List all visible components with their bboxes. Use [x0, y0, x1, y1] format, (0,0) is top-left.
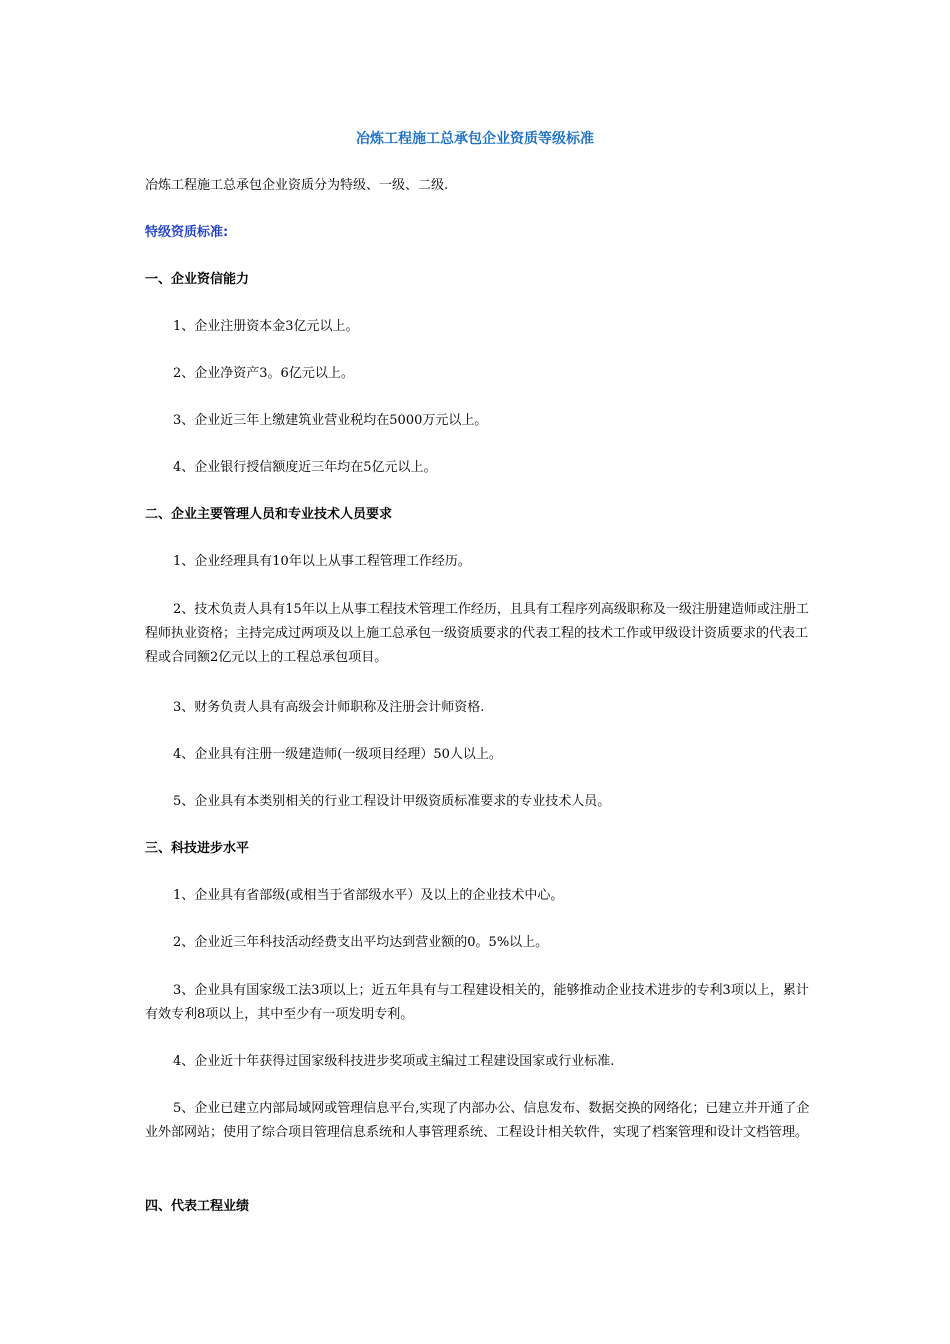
list-item: 3、企业近三年上缴建筑业营业税均在5000万元以上。: [173, 413, 488, 428]
section-heading-3: 三、科技进步水平: [145, 841, 250, 856]
list-item: 3、财务负责人具有高级会计师职称及注册会计师资格.: [173, 700, 485, 715]
intro-paragraph: 冶炼工程施工总承包企业资质分为特级、一级、二级.: [145, 178, 449, 193]
list-item: 4、企业银行授信额度近三年均在5亿元以上。: [173, 460, 437, 475]
list-item: 3、企业具有国家级工法3项以上；近五年具有与工程建设相关的，能够推动企业技术进步的专利3项以上，累计有效专利8项以上，其中至少有一项发明专利。: [145, 983, 809, 1022]
list-item: 5、企业具有本类别相关的行业工程设计甲级资质标准要求的专业技术人员。: [173, 794, 611, 809]
grade-subheading: 特级资质标准:: [145, 225, 229, 240]
section-heading-2: 二、企业主要管理人员和专业技术人员要求: [145, 507, 393, 522]
list-item: 1、企业具有省部级(或相当于省部级水平）及以上的企业技术中心。: [173, 888, 564, 903]
list-item: 2、企业近三年科技活动经费支出平均达到营业额的0。5%以上。: [173, 935, 549, 950]
section-heading-1: 一、企业资信能力: [145, 272, 250, 287]
document-title: 冶炼工程施工总承包企业资质等级标准: [356, 131, 594, 147]
list-item: 2、企业净资产3。6亿元以上。: [173, 366, 354, 381]
list-item: 5、企业已建立内部局域网或管理信息平台,实现了内部办公、信息发布、数据交换的网络化；已建立并开通了企业外部网站；使用了综合项目管理信息系统和人事管理系统、工程设计相关软件，实现了档案管理和设计文档管理。: [145, 1101, 810, 1140]
list-item: 4、企业具有注册一级建造师(一级项目经理）50人以上。: [173, 747, 502, 762]
list-item: 2、技术负责人具有15年以上从事工程技术管理工作经历，且具有工程序列高级职称及一级注册建造师或注册工程师执业资格；主持完成过两项及以上施工总承包一级资质要求的代表工程的技术工作或甲级设计资质要求的代表工程或合同额2亿元以上的工程总承包项目。: [145, 602, 809, 665]
section-heading-4: 四、代表工程业绩: [145, 1199, 250, 1214]
list-item: 1、企业注册资本金3亿元以上。: [173, 319, 359, 334]
list-item: 4、企业近十年获得过国家级科技进步奖项或主编过工程建设国家或行业标准.: [173, 1054, 615, 1069]
list-item: 1、企业经理具有10年以上从事工程管理工作经历。: [173, 554, 471, 569]
